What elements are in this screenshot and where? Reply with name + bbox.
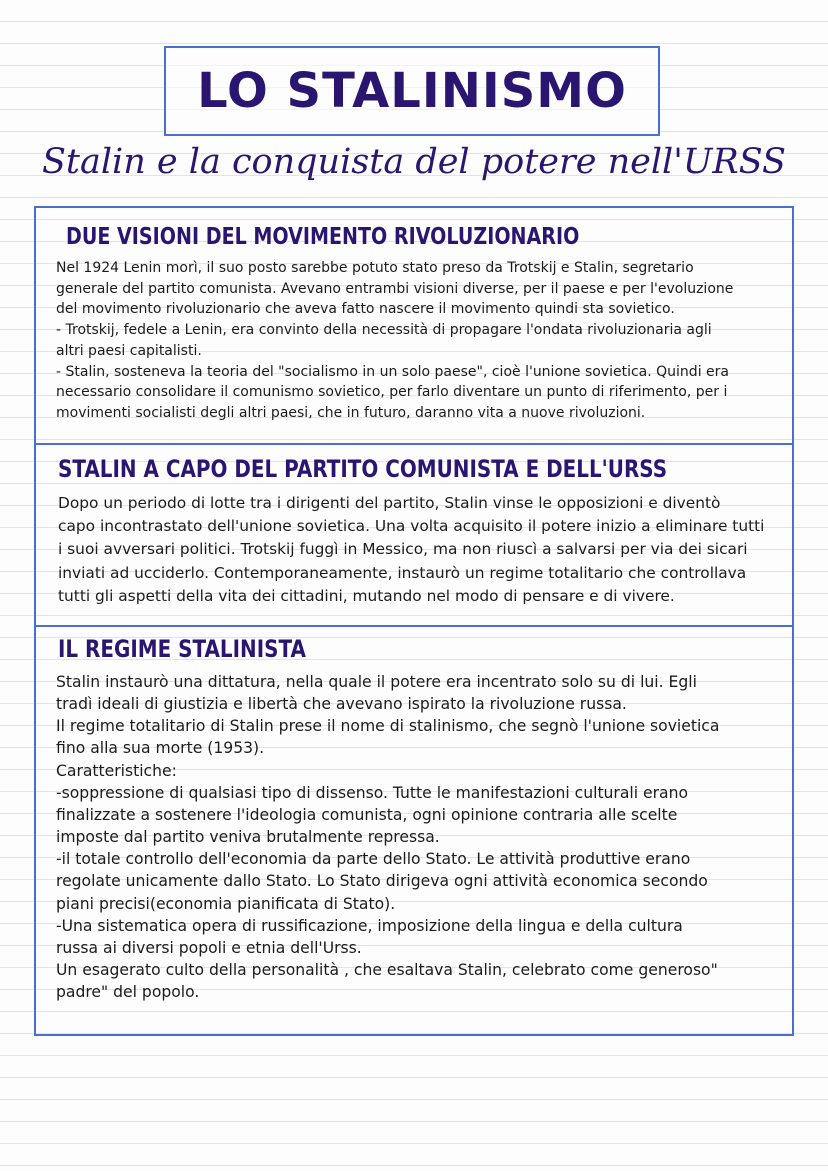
text-line: - Stalin, sosteneva la teoria del "socialismo in un solo paese", cioè l'unione sovietica. Quindi era	[56, 363, 729, 380]
text-line: tradì ideali di giustizia e libertà che avevano ispirato la rivoluzione russa.	[56, 695, 627, 714]
text-line: necessario consolidare il comunismo sovietico, per farlo diventare un punto di riferimento, per i	[56, 384, 728, 401]
section-title: STALIN A CAPO DEL PARTITO COMUNISTA E DELL'URSS	[58, 455, 668, 483]
text-line: russa ai diversi popoli e etnia dell'Urss.	[56, 938, 362, 957]
text-line: Caratteristiche:	[56, 761, 177, 780]
text-line: fino alla sua morte (1953).	[56, 739, 265, 758]
text-line: del movimento rivoluzionario che aveva fatto nascere il movimento quindi sta sovietico.	[56, 301, 675, 318]
text-line: -soppressione di qualsiasi tipo di dissenso. Tutte le manifestazioni culturali erano	[56, 783, 689, 802]
text-line: regolate unicamente dallo Stato. Lo Stato dirigeva ogni attività economica secondo	[56, 872, 708, 891]
text-line: movimenti socialisti degli altri paesi, che in futuro, daranno vita a nuove rivoluzioni.	[56, 404, 646, 421]
section-body	[58, 492, 764, 608]
text-line: inviati ad ucciderlo. Contemporaneamente, instaurò un regime totalitario che controllava	[58, 563, 747, 582]
section-stalin-a-capo	[36, 445, 792, 627]
content-frame	[34, 206, 794, 1036]
text-line: altri paesi capitalisti.	[56, 342, 202, 359]
text-line: Dopo un periodo di lotte tra i dirigenti del partito, Stalin vinse le opposizioni e diventò	[58, 494, 721, 512]
text-line: Un esagerato culto della personalità , che esaltava Stalin, celebrato come generoso"	[56, 961, 718, 980]
section-title: IL REGIME STALINISTA	[58, 635, 306, 663]
text-line: i suoi avversari politici. Trotskij fuggì in Messico, ma non riuscì a salvarsi per via dei sicari	[58, 540, 748, 559]
section-body	[56, 671, 719, 1003]
text-line: generale del partito comunista. Avevano entrambi visioni diverse, per il paese e per l'evoluzione	[56, 280, 734, 297]
section-due-visioni	[36, 208, 792, 445]
text-line: -il totale controllo dell'economia da parte dello Stato. Le attività produttive erano	[56, 850, 691, 869]
section-regime-stalinista	[36, 627, 792, 1034]
text-line: Nel 1924 Lenin morì, il suo posto sarebbe potuto stato preso da Trotskij e Stalin, segretario	[56, 260, 694, 276]
text-line: padre" del popolo.	[56, 983, 200, 1002]
text-line: Il regime totalitario di Stalin prese il nome di stalinismo, che segnò l'unione sovietica	[56, 717, 720, 736]
page-subtitle: Stalin e la conquista del potere nell'URSS	[41, 142, 787, 182]
page-title: LO STALINISMO	[197, 63, 627, 119]
text-line: piani precisi(economia pianificata di Stato).	[56, 894, 396, 913]
title-box	[164, 46, 660, 136]
text-line: finalizzate a sostenere l'ideologia comunista, ogni opinione contraria alle scelte	[56, 805, 678, 824]
text-line: imposte dal partito veniva brutalmente repressa.	[56, 828, 440, 847]
text-line: capo incontrastato dell'unione sovietica. Una volta acquisito il potere inizio a eliminare tutti	[58, 517, 765, 536]
text-line: Stalin instaurò una dittatura, nella quale il potere era incentrato solo su di lui. Egli	[56, 673, 697, 691]
text-line: tutti gli aspetti della vita dei cittadini, mutando nel modo di pensare e di vivere.	[58, 586, 675, 605]
section-title: DUE VISIONI DEL MOVIMENTO RIVOLUZIONARIO	[66, 224, 580, 250]
section-body	[56, 258, 733, 424]
text-line: -Una sistematica opera di russificazione, imposizione della lingua e della cultura	[56, 916, 683, 935]
text-line: - Trotskij, fedele a Lenin, era convinto della necessità di propagare l'ondata rivoluzionaria agli	[56, 322, 712, 339]
